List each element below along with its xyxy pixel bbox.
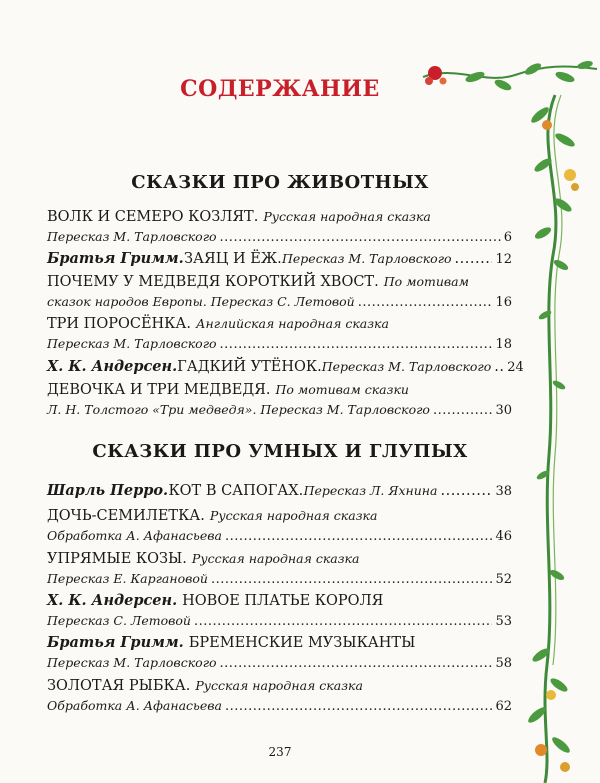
entry-page: 12 (495, 252, 513, 267)
entry-note: Русская народная сказка (195, 678, 363, 693)
entry-note: Пересказ М. Тарловского (321, 359, 492, 374)
entry-author: Братья Гримм. (47, 634, 184, 651)
page-title: СОДЕРЖАНИЕ (180, 76, 380, 102)
entry-title: ДОЧЬ-СЕМИЛЕТКА. (47, 508, 205, 524)
entry-note: Обработка А. Афанасьева (47, 528, 222, 543)
entry-note: Русская народная сказка (209, 508, 378, 523)
section-heading-animals: СКАЗКИ ПРО ЖИВОТНЫХ (131, 172, 429, 193)
entry-page: 6 (503, 230, 512, 245)
entry-page: 24 (507, 360, 524, 375)
entry-title: УПРЯМЫЕ КОЗЫ. (47, 551, 187, 567)
entry-note: По мотивам (383, 274, 469, 289)
entry-author: Шарль Перро. (47, 482, 169, 499)
entry-note: Русская народная сказка (191, 551, 360, 566)
entry-title: ДЕВОЧКА И ТРИ МЕДВЕДЯ. (47, 382, 271, 398)
entry-note: Пересказ С. Летовой (47, 613, 191, 628)
entry-note: Л. Н. Толстого «Три медведя». Пересказ М. Тарловского (47, 402, 430, 417)
entry-title: ГАДКИЙ УТЁНОК. (177, 359, 322, 375)
entry-title: БРЕМЕНСКИЕ МУЗЫКАНТЫ (188, 635, 416, 651)
entry-note: Пересказ М. Тарловского (47, 229, 217, 244)
page-number: 237 (268, 745, 292, 759)
entry-note: Обработка А. Афанасьева (47, 698, 222, 713)
floral-vine-border (415, 55, 600, 783)
entry-page: 16 (495, 295, 512, 310)
entry-author: Х. К. Андерсен. (47, 592, 178, 609)
vine-leaves-top (464, 60, 593, 93)
entry-page: 52 (495, 572, 512, 587)
entry-title: КОТ В САПОГАХ. (168, 483, 304, 499)
entry-page: 18 (495, 337, 512, 352)
entry-title: ПОЧЕМУ У МЕДВЕДЯ КОРОТКИЙ ХВОСТ. (47, 274, 379, 290)
entry-note: Русская народная сказка (263, 209, 431, 224)
entry-note: Пересказ М. Тарловского (282, 251, 452, 266)
bottom-flower-icon (535, 690, 570, 772)
entry-title: ЗАЯЦ И ЁЖ. (184, 251, 282, 267)
entry-title: ВОЛК И СЕМЕРО КОЗЛЯТ. (47, 209, 259, 225)
entry-page: 46 (495, 529, 512, 544)
entry-page: 58 (495, 656, 512, 671)
entry-page: 62 (495, 699, 512, 714)
entry-page: 30 (495, 403, 512, 418)
entry-note: Английская народная сказка (196, 316, 389, 331)
entry-title: НОВОЕ ПЛАТЬЕ КОРОЛЯ (182, 593, 384, 609)
entry-page: 53 (495, 614, 512, 629)
entry-title: ТРИ ПОРОСЁНКА. (47, 316, 191, 332)
entry-note: сказок народов Европы. Пересказ С. Летовой (47, 294, 355, 309)
entry-note: Пересказ Л. Яхнина (303, 483, 438, 498)
entry-author: Х. К. Андерсен. (47, 358, 178, 375)
section-heading-smart-foolish: СКАЗКИ ПРО УМНЫХ И ГЛУПЫХ (92, 441, 468, 462)
entry-note: Пересказ М. Тарловского (47, 655, 217, 670)
entry-note: Пересказ М. Тарловского (47, 336, 217, 351)
entry-note: По мотивам сказки (275, 382, 409, 397)
entry-page: 38 (495, 484, 512, 499)
entry-note: Пересказ Е. Каргановой (47, 571, 208, 586)
entry-title: ЗОЛОТАЯ РЫБКА. (47, 678, 191, 694)
entry-author: Братья Гримм. (47, 250, 184, 267)
